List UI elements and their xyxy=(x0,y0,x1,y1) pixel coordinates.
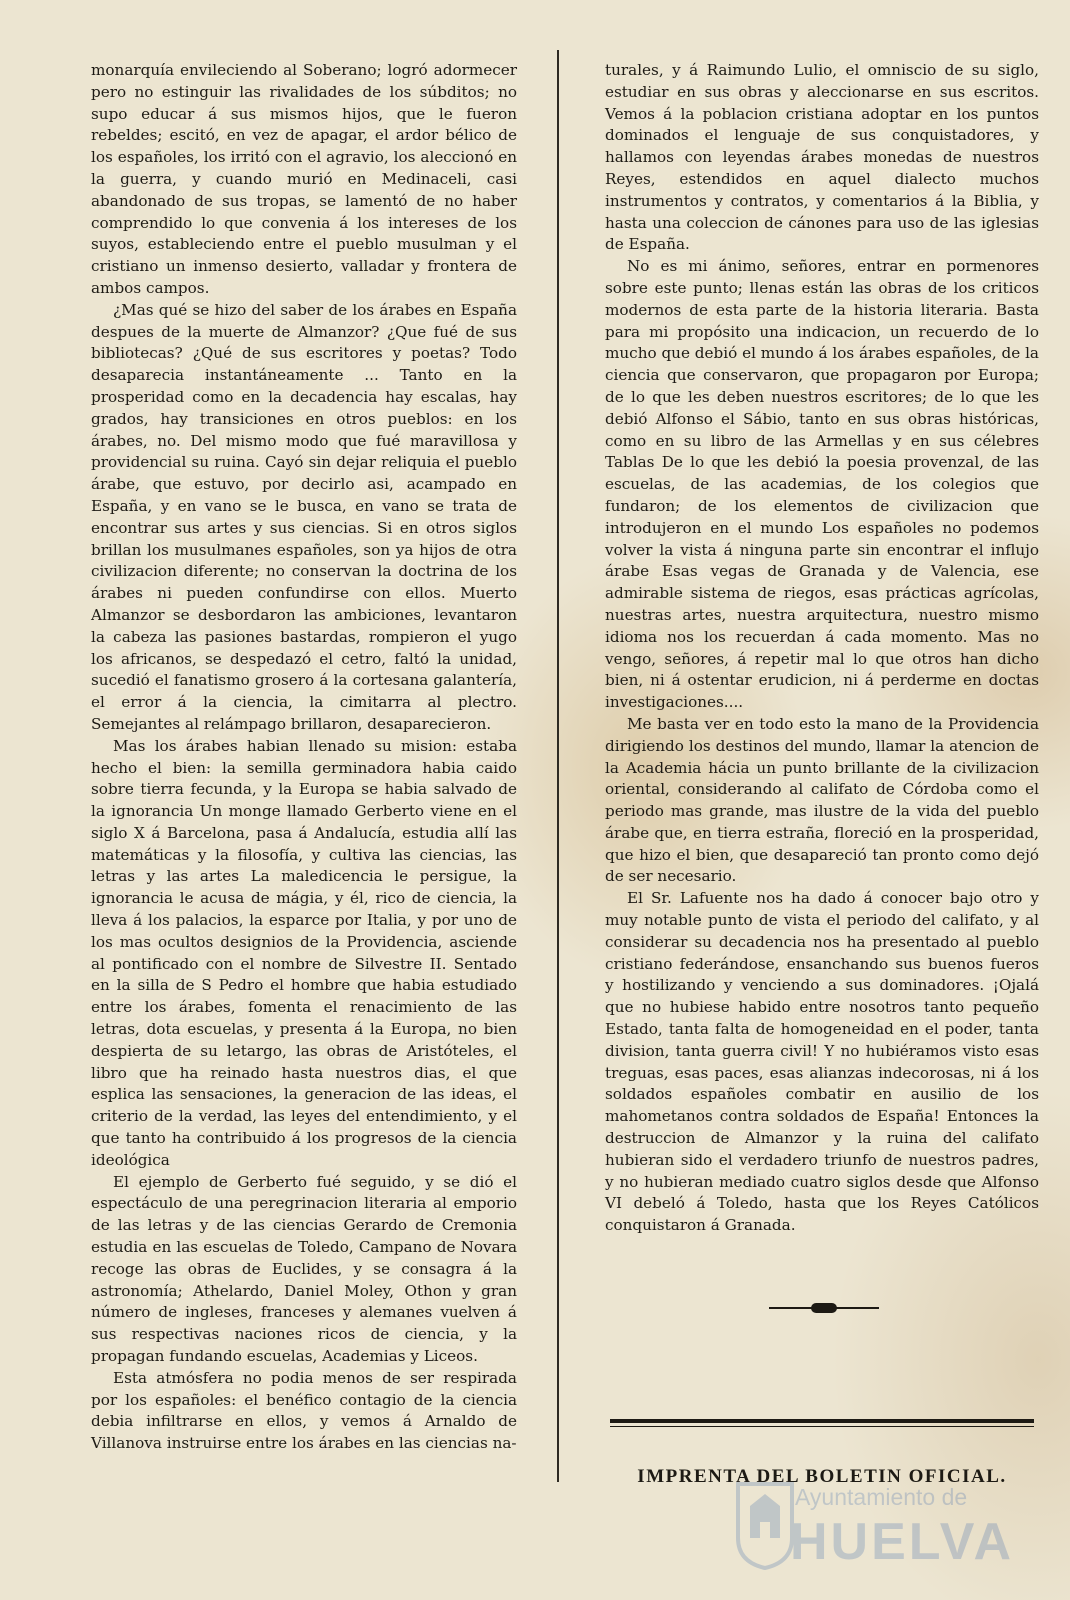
closing-rule-thick xyxy=(610,1419,1034,1423)
coat-of-arms-icon xyxy=(734,1478,796,1570)
paragraph: monarquía envileciendo al Soberano; logró adormecer pero no estinguir las rivalidades de los súbditos; no supo educar á sus mismos hijos, que le fueron rebeldes; escitó, en vez de apagar, el ardor bélico de los españoles, los irritó con el agravio, los aleccionó en la guerra, y cuando murió en Medinaceli, casi abandonado de sus tropas, se lamentó de no haber comprendido lo que convenia á los intereses de los suyos, estableciendo entre el pueblo musulman y el cristiano un inmenso desierto, valladar y frontera de ambos campos. xyxy=(91,61,517,297)
paragraph: turales, y á Raimundo Lulio, el omniscio de su siglo, estudiar en sus obras y aleccionarse en sus escritos. Vemos á la poblacion cristiana adoptar en los puntos dominados el lenguaje de sus conquistadores, y hallamos con leyendas árabes monedas de nuestros Reyes, estendidos en aquel dialecto muchos instrumentos y contratos, y comentarios á la Biblia, y hasta una coleccion de cánones para uso de las iglesias de España. xyxy=(605,61,1039,254)
paragraph: No es mi ánimo, señores, entrar en pormenores sobre este punto; llenas están las obras de los criticos modernos de esta parte de la historia literaria. Basta para mi propósito una indicacion, un recuerdo de lo mucho que debió el mundo á los árabes españoles, de la ciencia que conservaron, que propagaron por Europa; de lo que les deben nuestros escritores; de lo que les debió Alfonso el Sábio, tanto en sus obras históricas, como en su libro de las Armellas y en sus célebres Tablas De lo que les debió la poesia provenzal, de las escuelas, de las academias, de los colegios que fundaron; de los elementos de civilizacion que introdujeron en el mundo Los españoles no podemos volver la vista á ninguna parte sin encontrar el influjo árabe Esas vegas de Granada y de Valencia, ese admirable sistema de riegos, esas prácticas agrícolas, nuestras artes, nuestra arquitectura, nuestro mismo idioma nos los recuerdan á cada momento. Mas no vengo, señores, á repetir mal lo que otros han dicho bien, ni á ostentar erudicion, ni á perderme en doctas investigaciones.... xyxy=(605,257,1039,712)
right-text-column xyxy=(605,60,1039,1237)
column-divider xyxy=(557,50,559,1482)
watermark-line2: HUELVA xyxy=(790,1513,1015,1571)
paragraph: El ejemplo de Gerberto fué seguido, y se dió el espectáculo de una peregrinacion literaria al emporio de las letras y de las ciencias Gerardo de Cremonia estudia en las escuelas de Toledo, Campano de Novara recoge las obras de Euclides, y se consagra á la astronomía; Athelardo, Daniel Moley, Othon y gran número de ingleses, franceses y alemanes vuelven á sus respectivas naciones ricos de ciencia, y la propagan fundando escuelas, Academias y Liceos. xyxy=(91,1172,517,1366)
printer-imprint: IMPRENTA DEL BOLETIN OFICIAL. xyxy=(637,1466,1007,1487)
paragraph: ¿Mas qué se hizo del saber de los árabes en España despues de la muerte de Almanzor? ¿Que fué de sus bibliotecas? ¿Qué de sus escritores y poetas? Todo desaparecia instantáneamente ... Tanto en la prosperidad como en la decadencia hay escalas, hay grados, hay transiciones en otros pueblos: en los árabes, no. Del mismo modo que fué maravillosa y providencial su ruina. Cayó sin dejar reliquia el pueblo árabe, que estuvo, por decirlo asi, acampado en España, y en vano se le busca, en vano se trata de encontrar sus artes y sus ciencias. Si en otros siglos brillan los musulmanes españoles, son ya hijos de otra civilizacion diferente; no conservan la doctrina de los árabes ni pueden confundirse con ellos. Muerto Almanzor se desbordaron las ambiciones, levantaron la cabeza las pasiones bastardas, rompieron el yugo los africanos, se despedazó el cetro, faltó la unidad, sucedió el fanatismo grosero á la cortesana galantería, el error á la ciencia, la cimitarra al plectro. Semejantes al relámpago brillaron, desaparecieron. xyxy=(91,300,517,733)
paragraph: Mas los árabes habian llenado su mision: estaba hecho el bien: la semilla germinadora habia caido sobre tierra fecunda, y la Europa se habia salvado de la ignorancia Un monge llamado Gerberto viene en el siglo X á Barcelona, pasa á Andalucía, estudia allí las matemáticas y la filosofía, y cultiva las ciencias, las letras y las artes La maledicencia le persigue, la ignorancia le acusa de mágia, y él, rico de ciencia, la lleva á los palacios, la esparce por Italia, y por uno de los mas ocultos designios de la Providencia, asciende al pontificado con el nombre de Silvestre II. Sentado en la silla de S Pedro el hombre que habia estudiado entre los árabes, fomenta el renacimiento de las letras, dota escuelas, y presenta á la Europa, no bien despierta de su letargo, las obras de Aristóteles, el libro que ha reinado hasta nuestros dias, el que esplica las sensaciones, la generacion de las ideas, el criterio de la verdad, las leyes del entendimiento, y el que tanto ha contribuido á los progresos de la ciencia ideológica xyxy=(91,736,517,1169)
end-ornament xyxy=(769,1306,879,1310)
paragraph: El Sr. Lafuente nos ha dado á conocer bajo otro y muy notable punto de vista el periodo del califato, y al considerar su decadencia nos ha presentado al pueblo cristiano federándose, ensanchando sus buenos fueros y hostilizando y venciendo a sus dominadores. ¡Ojalá que no hubiese habido entre nosotros tanto pequeño Estado, tanta falta de homogeneidad en el poder, tanta division, tanta guerra civil! Y no hubiéramos visto esas treguas, esas paces, esas alianzas indecorosas, ni á los soldados españoles combatir en ausilio de los mahometanos contra soldados de España! Entonces la destruccion de Almanzor y la ruina del califato hubieran sido el verdadero triunfo de nuestros padres, y no hubieran mediado cuatro siglos desde que Alfonso VI debeló á Toledo, hasta que los Reyes Católicos conquistaron á Granada. xyxy=(605,889,1039,1235)
paragraph: Esta atmósfera no podia menos de ser respirada por los españoles: el benéfico contagio de la ciencia debia infiltrarse en ellos, y vemos á Arnaldo de Villanova instruirse entre los árabes en las ciencias na- xyxy=(91,1368,517,1453)
left-text-column xyxy=(91,60,517,1455)
watermark-line1: Ayuntamiento de xyxy=(795,1484,968,1510)
closing-rule-thin xyxy=(610,1426,1034,1427)
paragraph: Me basta ver en todo esto la mano de la Providencia dirigiendo los destinos del mundo, llamar la atencion de la Academia hácia un punto brillante de la civilizacion oriental, considerando al califato de Córdoba como el periodo mas grande, mas ilustre de la vida del pueblo árabe que, en tierra estraña, floreció en la prosperidad, que hizo el bien, que desapareció tan pronto como dejó de ser necesario. xyxy=(605,714,1039,886)
